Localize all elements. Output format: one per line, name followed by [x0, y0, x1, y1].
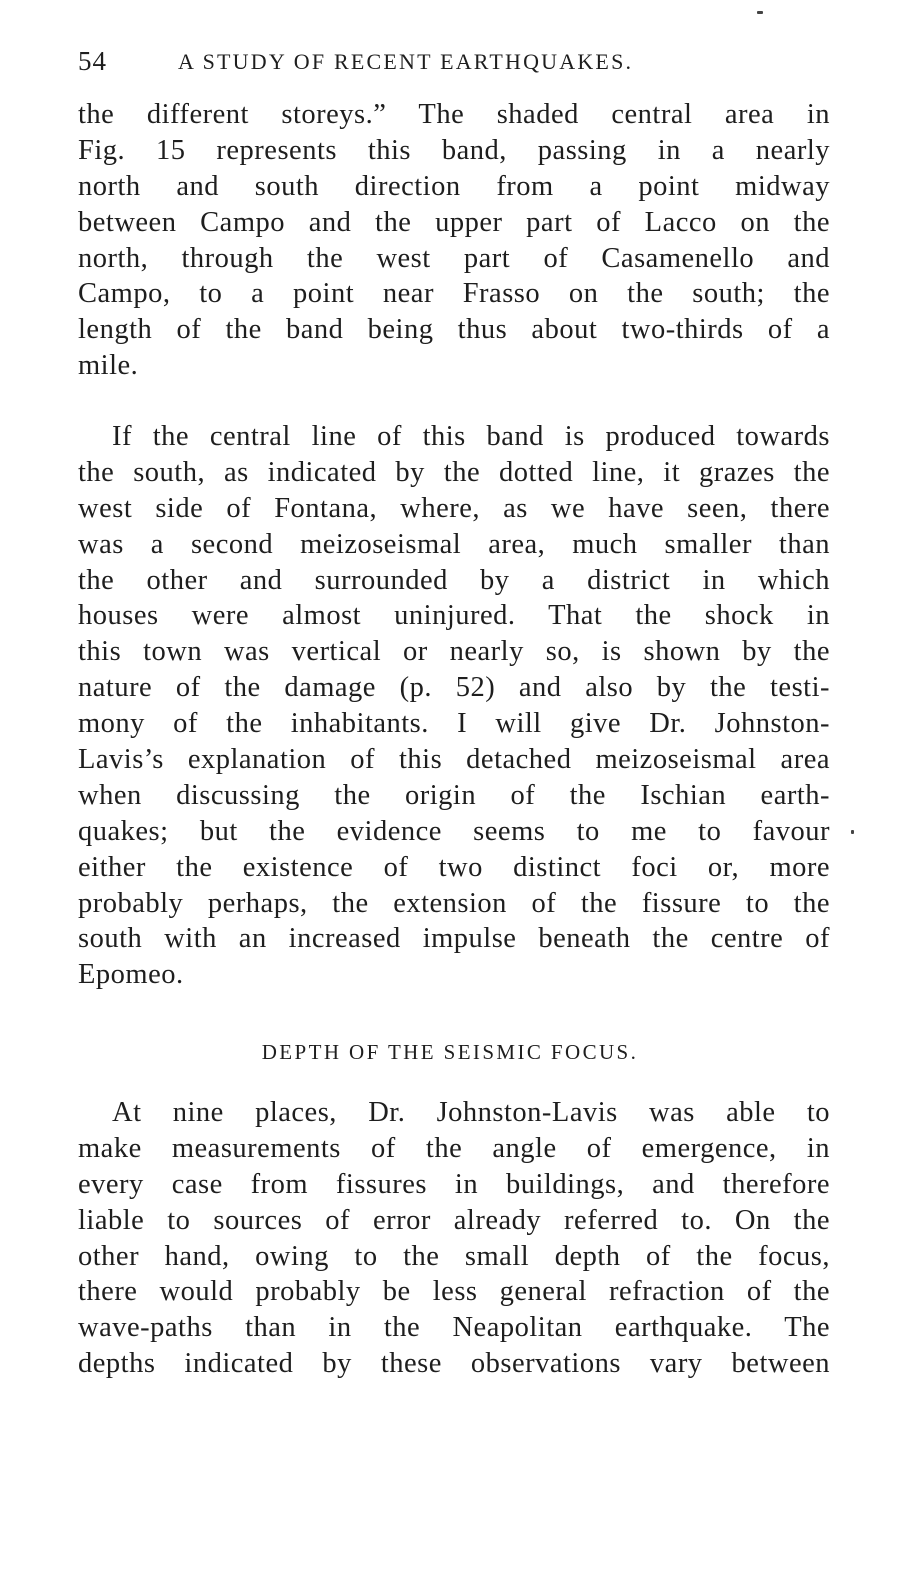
- text-line: there would probably be less general refraction of the: [78, 1276, 830, 1308]
- text-line: was a second meizoseismal area, much smaller than: [78, 528, 830, 560]
- text-line: this town was vertical or nearly so, is shown by the: [78, 636, 830, 668]
- text-line: every case from fissures in buildings, and therefore: [78, 1168, 830, 1200]
- print-speck: [757, 11, 763, 14]
- running-header: [78, 46, 838, 86]
- text-line: either the existence of two distinct foci or, more: [78, 851, 830, 883]
- text-line: mony of the inhabitants. I will give Dr. Johnston-: [78, 708, 830, 740]
- text-line: quakes; but the evidence seems to me to favour: [78, 815, 830, 847]
- text-line: nature of the damage (p. 52) and also by the testi-: [78, 672, 830, 704]
- text-line: between Campo and the upper part of Lacco on the: [78, 206, 830, 238]
- text-line: liable to sources of error already referred to. On the: [78, 1204, 830, 1236]
- text-line: the different storeys.” The shaded central area in: [78, 99, 830, 130]
- text-line: the south, as indicated by the dotted line, it grazes the: [78, 456, 830, 488]
- text-line: depths indicated by these observations vary between: [78, 1348, 830, 1380]
- text-line: when discussing the origin of the Ischian earth-: [78, 779, 830, 811]
- text-line: make measurements of the angle of emergence, in: [78, 1132, 830, 1164]
- text-line: mile.: [78, 350, 139, 382]
- text-line: west side of Fontana, where, as we have seen, there: [78, 492, 830, 524]
- text-line: north, through the west part of Casamenello and: [78, 242, 830, 274]
- text-line: houses were almost uninjured. That the shock in: [78, 600, 830, 632]
- text-line: wave-paths than in the Neapolitan earthquake. The: [78, 1312, 830, 1344]
- text-line: Epomeo.: [78, 959, 184, 991]
- text-line: other hand, owing to the small depth of the focus,: [78, 1240, 830, 1272]
- print-speck: [851, 830, 854, 834]
- text-line: At nine places, Dr. Johnston-Lavis was able to: [112, 1097, 830, 1128]
- section-heading: DEPTH OF THE SEISMIC FOCUS.: [261, 1040, 639, 1064]
- text-line: Lavis’s explanation of this detached meizoseismal area: [78, 744, 830, 776]
- text-line: north and south direction from a point midway: [78, 170, 830, 202]
- text-line: the other and surrounded by a district in which: [78, 564, 830, 596]
- text-line: probably perhaps, the extension of the fissure to the: [78, 887, 830, 919]
- text-line: Fig. 15 represents this band, passing in a nearly: [78, 134, 830, 166]
- text-line: If the central line of this band is produced towards: [112, 421, 830, 452]
- text-line: length of the band being thus about two-thirds of a: [78, 314, 830, 346]
- text-line: south with an increased impulse beneath the centre of: [78, 923, 830, 955]
- paragraph-2: [78, 419, 830, 993]
- page-number: 54: [78, 46, 107, 76]
- paragraph-3: [78, 1095, 830, 1382]
- paragraph-1: [78, 97, 830, 384]
- running-title: A STUDY OF RECENT EARTHQUAKES.: [178, 49, 634, 74]
- text-line: Campo, to a point near Frasso on the south; the: [78, 278, 830, 310]
